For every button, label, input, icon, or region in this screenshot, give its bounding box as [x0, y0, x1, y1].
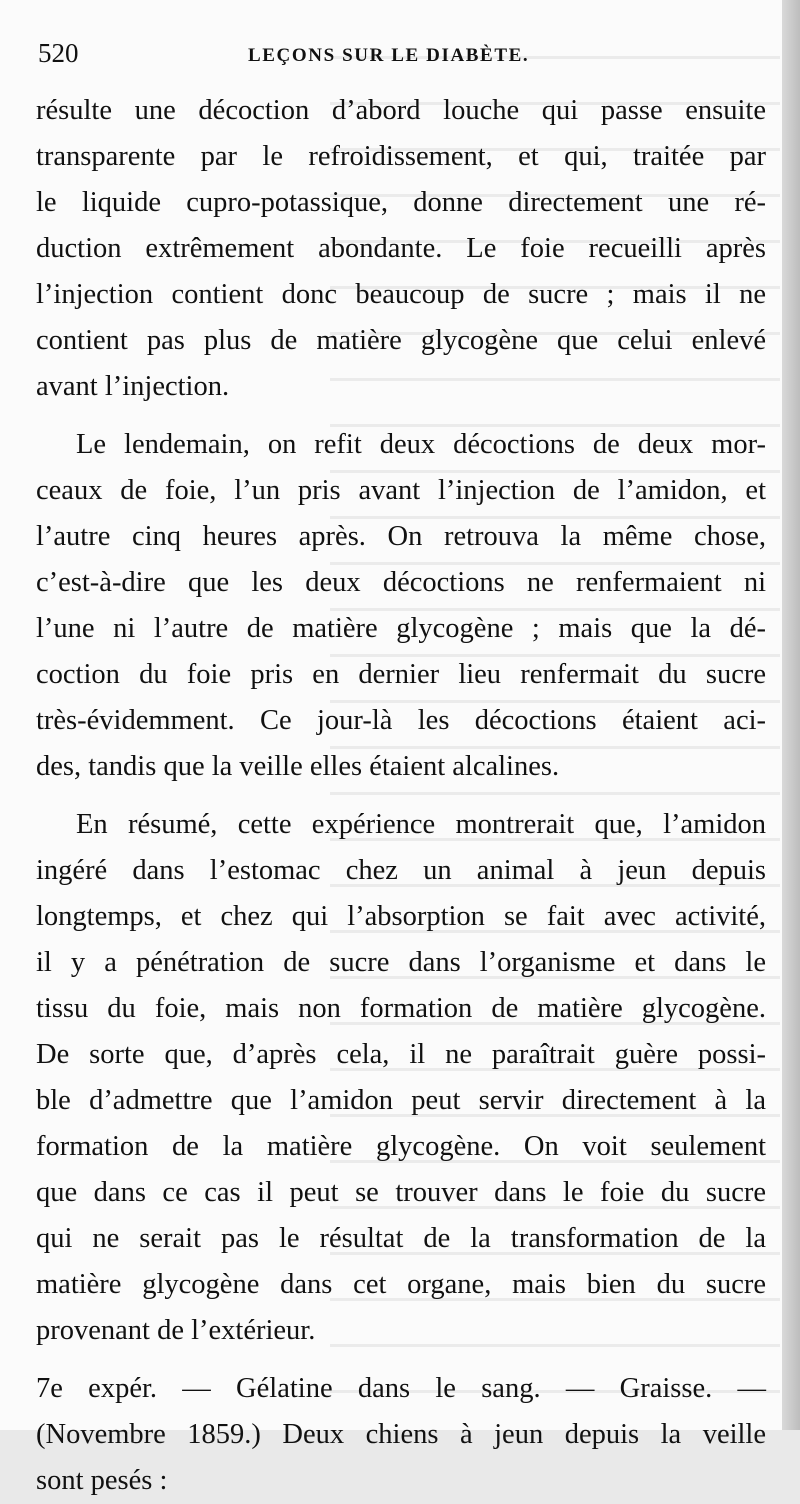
text-line: il y a pénétration de sucre dans l’organisme et dans le [36, 947, 766, 978]
text-line: formation de la matière glycogène. On voit seulement [36, 1131, 766, 1162]
text-line: ingéré dans l’estomac chez un animal à jeun depuis [36, 855, 766, 886]
text-line: Le lendemain, on refit deux décoctions de deux mor- [76, 429, 766, 460]
paragraph-4 [36, 1366, 766, 1504]
text-line: En résumé, cette expérience montrerait que, l’amidon [76, 809, 766, 840]
text-line: contient pas plus de matière glycogène que celui enlevé [36, 325, 766, 356]
text-line: l’une ni l’autre de matière glycogène ; mais que la dé- [36, 613, 766, 644]
experiment-heading: 7e expér. — Gélatine dans le sang. — Graisse. — [36, 1373, 766, 1404]
text-line: le liquide cupro-potassique, donne directement une ré- [36, 187, 766, 218]
text-line: l’autre cinq heures après. On retrouva la même chose, [36, 521, 766, 552]
text-line: qui ne serait pas le résultat de la transformation de la [36, 1223, 766, 1254]
text-line: c’est-à-dire que les deux décoctions ne renfermaient ni [36, 567, 766, 598]
text-line: l’injection contient donc beaucoup de sucre ; mais il ne [36, 279, 766, 310]
text-line: provenant de l’extérieur. [36, 1315, 316, 1346]
running-title: LEÇONS SUR LE DIABÈTE. [248, 45, 530, 66]
text-line: tissu du foie, mais non formation de matière glycogène. [36, 993, 766, 1024]
paragraph-1 [36, 88, 766, 410]
text-line: ceaux de foie, l’un pris avant l’injection de l’amidon, et [36, 475, 766, 506]
text-line: coction du foie pris en dernier lieu renfermait du sucre [36, 659, 766, 690]
text-line: De sorte que, d’après cela, il ne paraîtrait guère possi- [36, 1039, 766, 1070]
text-line: matière glycogène dans cet organe, mais bien du sucre [36, 1269, 766, 1300]
page-edge [782, 0, 800, 1430]
text-line: que dans ce cas il peut se trouver dans le foie du sucre [36, 1177, 766, 1208]
text-line: duction extrêmement abondante. Le foie recueilli après [36, 233, 766, 264]
text-line: transparente par le refroidissement, et qui, traitée par [36, 141, 766, 172]
page-number: 520 [38, 38, 79, 68]
text-line: avant l’injection. [36, 371, 230, 402]
text-line: longtemps, et chez qui l’absorption se fait avec activité, [36, 901, 766, 932]
text-line: ble d’admettre que l’amidon peut servir directement à la [36, 1085, 766, 1116]
body-text [36, 88, 766, 1504]
text-line: des, tandis que la veille elles étaient alcalines. [36, 751, 560, 782]
text-line: résulte une décoction d’abord louche qui passe ensuite [36, 95, 766, 126]
text-line: très-évidemment. Ce jour-là les décoctions étaient aci- [36, 705, 766, 736]
text-line: (Novembre 1859.) Deux chiens à jeun depuis la veille [36, 1419, 766, 1450]
paragraph-3 [36, 802, 766, 1354]
text-line: sont pesés : [36, 1465, 168, 1496]
paragraph-2 [36, 422, 766, 790]
page-header [38, 38, 758, 78]
